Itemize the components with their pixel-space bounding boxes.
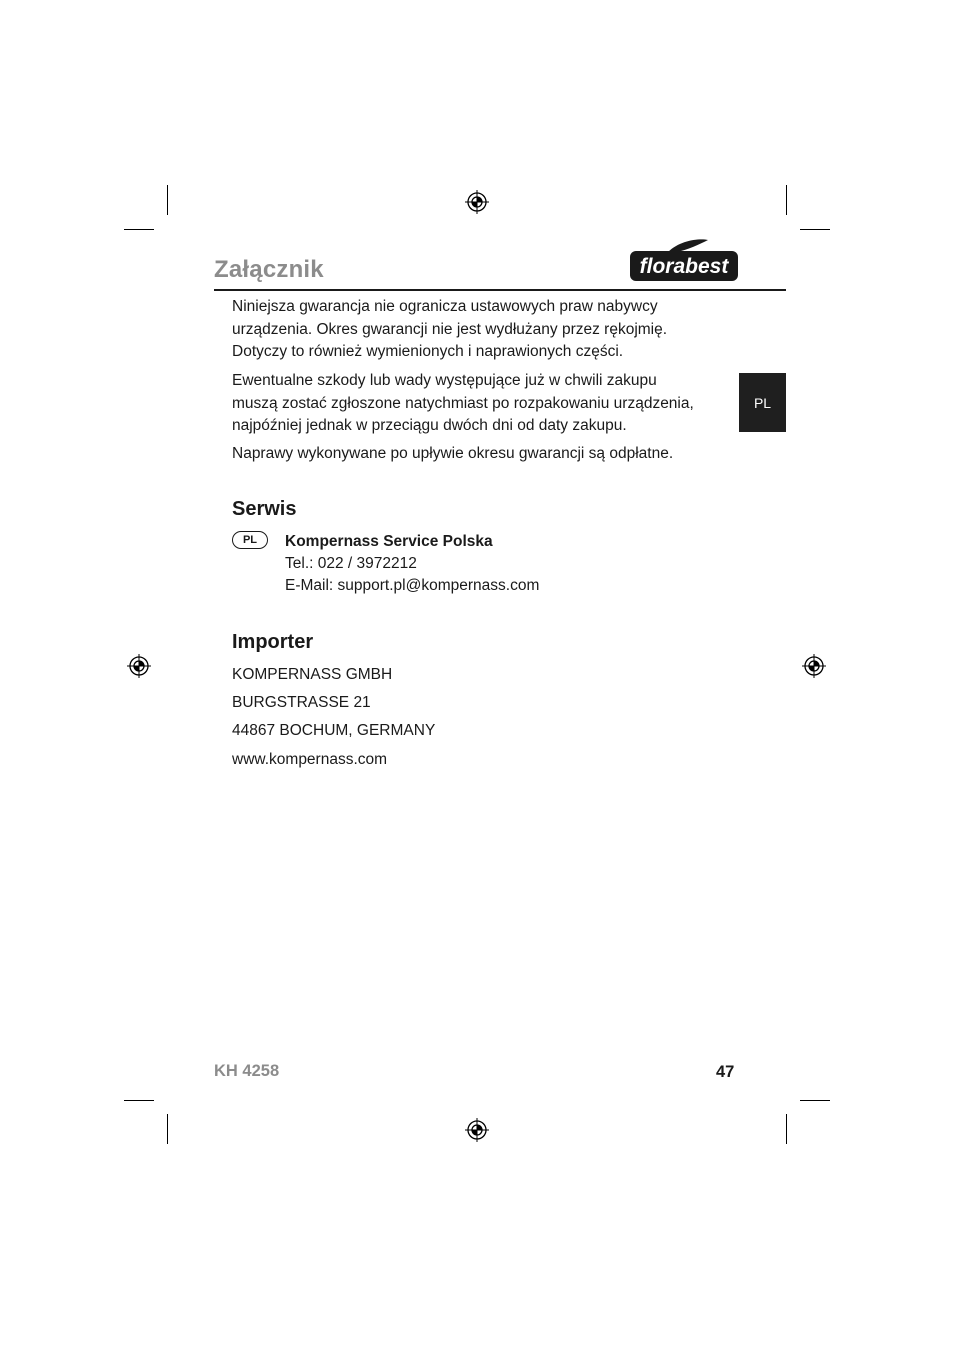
warranty-paragraph-1	[232, 296, 732, 364]
registration-mark-icon	[464, 189, 490, 215]
country-badge: PL	[232, 531, 268, 549]
crop-mark	[124, 1100, 154, 1101]
crop-mark	[167, 1114, 168, 1144]
text-line: Ewentualne szkody lub wady występujące już w chwili zakupu	[232, 372, 657, 389]
crop-mark	[786, 185, 787, 215]
text-line: urządzenia. Okres gwarancji nie jest wydłużany przez rękojmię.	[232, 320, 668, 338]
model-number: KH 4258	[214, 1062, 280, 1080]
service-heading: Serwis	[232, 498, 297, 520]
crop-mark	[800, 229, 830, 230]
crop-mark	[800, 1100, 830, 1101]
text-line: muszą zostać zgłoszone natychmiast po rozpakowaniu urządzenia,	[232, 394, 694, 412]
warranty-paragraph-2	[232, 370, 732, 438]
service-phone: Tel.: 022 / 3972212	[285, 555, 417, 572]
brand-logo	[628, 238, 740, 284]
crop-mark	[786, 1114, 787, 1144]
header-rule	[214, 289, 786, 291]
importer-heading: Importer	[232, 631, 314, 653]
crop-mark	[124, 229, 154, 230]
crop-mark	[167, 185, 168, 215]
text-line: najpóźniej jednak w przeciągu dwóch dni od daty zakupu.	[232, 417, 627, 434]
warranty-paragraph-3	[232, 443, 732, 466]
importer-name: KOMPERNASS GMBH	[232, 666, 393, 683]
text-line: Niniejsza gwarancja nie ogranicza ustawowych praw nabywcy	[232, 298, 658, 315]
importer-city: 44867 BOCHUM, GERMANY	[232, 722, 436, 739]
service-contact	[285, 531, 539, 597]
service-email: E-Mail: support.pl@kompernass.com	[285, 577, 540, 594]
importer-website: www.kompernass.com	[232, 751, 388, 768]
text-line: Naprawy wykonywane po upływie okresu gwarancji są odpłatne.	[232, 445, 674, 462]
registration-mark-icon	[801, 653, 827, 679]
page-number: 47	[716, 1063, 735, 1081]
importer-street: BURGSTRASSE 21	[232, 694, 371, 711]
language-tab: PL	[739, 373, 786, 432]
logo-text: florabest	[639, 255, 729, 278]
registration-mark-icon	[126, 653, 152, 679]
page-title: Załącznik	[214, 256, 324, 283]
service-company: Kompernass Service Polska	[285, 533, 493, 550]
registration-mark-icon	[464, 1117, 490, 1143]
text-line: Dotyczy to również wymienionych i naprawionych części.	[232, 343, 624, 360]
